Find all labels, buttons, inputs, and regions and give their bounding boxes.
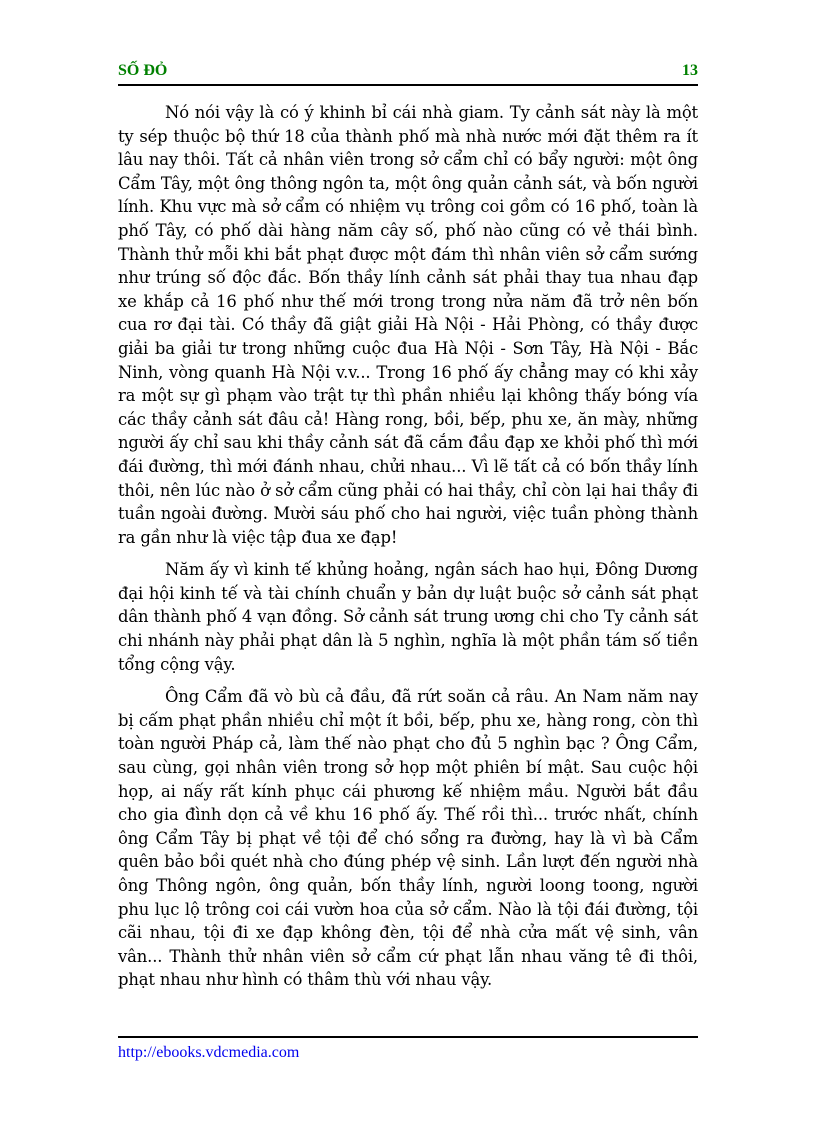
footer-divider xyxy=(118,1036,698,1038)
book-title: SỐ ĐỎ xyxy=(118,62,168,79)
body-text xyxy=(118,101,698,1001)
page-header xyxy=(118,60,698,86)
page-number: 13 xyxy=(682,62,698,79)
paragraph: Nó nói vậy là có ý khinh bỉ cái nhà giam. Ty cảnh sát này là một ty sép thuộc bộ thứ 18 của thành phố mà nhà nước mới đặt thêm ra ít lâu nay thôi. Tất cả nhân viên trong sở cẩm chỉ có bẩy người: một ông Cẩm Tây, một ông thông ngôn ta, một ông quản cảnh sát, và bốn người lính. Khu vực mà sở cẩm có nhiệm vụ trông coi gồm có 16 phố, toàn là phố Tây, có phố dài hàng năm cây số, phố nào cũng có vẻ thái bình. Thành thử mỗi khi bắt phạt được một đám thì nhân viên sở cẩm sướng như trúng số độc đắc. Bốn thầy lính cảnh sát phải thay tua nhau đạp xe khắp cả 16 phố như thế mới trong trong nửa năm đã trở nên bốn cua rơ đại tài. Có thầy đã giật giải Hà Nội - Hải Phòng, có thầy được giải ba giải tư trong những cuộc đua Hà Nội - Sơn Tây, Hà Nội - Bắc Ninh, vòng quanh Hà Nội v.v... Trong 16 phố ấy chẳng may có khi xảy ra một sự gì phạm vào trật tự thì phần nhiều lại không thấy bóng vía các thầy cảnh sát đâu cả! Hàng rong, bồi, bếp, phu xe, ăn mày, những người ấy chỉ sau khi thầy cảnh sát đã cắm đầu đạp xe khỏi phố thì mới đái đường, thì mới đánh nhau, chửi nhau... Vì lẽ tất cả có bốn thầy lính thôi, nên lúc nào ở sở cẩm cũng phải có hai thầy, chỉ còn lại hai thầy đi tuần ngoài đường. Mười sáu phố cho hai người, việc tuần phòng thành ra gần như là việc tập đua xe đạp! xyxy=(118,103,698,547)
paragraph: Năm ấy vì kinh tế khủng hoảng, ngân sách hao hụi, Đông Dương đại hội kinh tế và tài chính chuẩn y bản dự luật buộc sở cảnh sát phạt dân thành phố 4 vạn đồng. Sở cảnh sát trung ương chi cho Ty cảnh sát chi nhánh này phải phạt dân là 5 nghìn, nghĩa là một phần tám số tiền tổng cộng vậy. xyxy=(118,560,698,674)
paragraph: Ông Cẩm đã vò bù cả đầu, đã rứt soăn cả râu. An Nam năm nay bị cấm phạt phần nhiều chỉ một ít bồi, bếp, phu xe, hàng rong, còn thì toàn người Pháp cả, làm thế nào phạt cho đủ 5 nghìn bạc ? Ông Cẩm, sau cùng, gọi nhân viên trong sở họp một phiên bí mật. Sau cuộc hội họp, ai nấy rất kính phục cái phương kế nhiệm mầu. Người bắt đầu cho gia đình dọn cả về khu 16 phố ấy. Thế rồi thì... trước nhất, chính ông Cẩm Tây bị phạt về tội để chó sổng ra đường, hay là vì bà Cẩm quên bảo bồi quét nhà cho đúng phép vệ sinh. Lần lượt đến người nhà ông Thông ngôn, ông quản, bốn thầy lính, người loong toong, người phu lục lộ trông coi cái vườn hoa của sở cẩm. Nào là tội đái đường, tội cãi nhau, tội đi xe đạp không đèn, tội để nhà cửa mất vệ sinh, vân vân... Thành thử nhân viên sở cẩm cứ phạt lẫn nhau văng tê đi thôi, phạt nhau như hình có thâm thù với nhau vậy. xyxy=(118,687,698,990)
footer-url-link[interactable]: http://ebooks.vdcmedia.com xyxy=(118,1044,300,1061)
